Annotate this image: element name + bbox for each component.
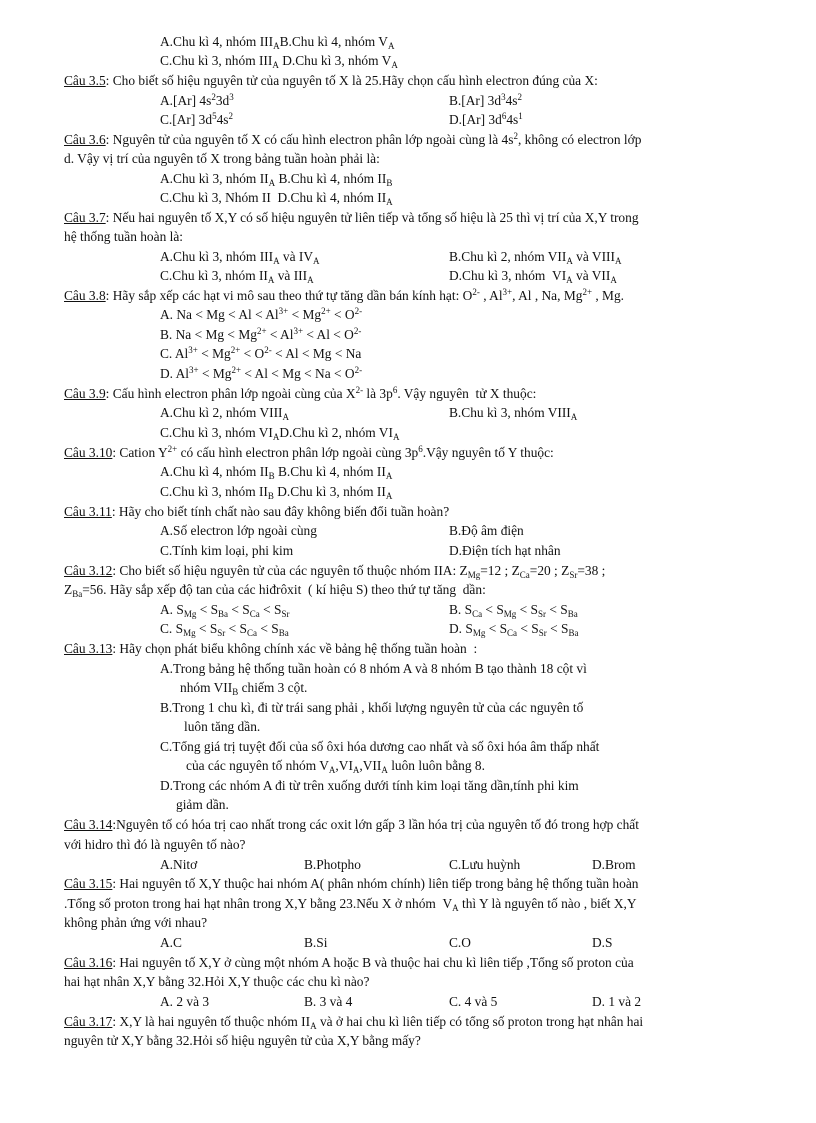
question-label: Câu 3.17 — [64, 1014, 113, 1029]
question-3-16 — [64, 953, 634, 973]
question-label: Câu 3.10 — [64, 445, 113, 460]
option-c: C.O — [449, 935, 471, 950]
option-d: D. $Al^{3+} < Mg^{2+} < Al < Mg < Na < O^{2-}$ — [160, 365, 363, 381]
question-label: Câu 3.11 — [64, 504, 112, 519]
question-3-11 — [64, 502, 449, 522]
option-b: B.Photpho — [304, 857, 361, 872]
option-b-cont: luôn tăng dần. — [184, 719, 261, 734]
option-d: D.Điện tích hạt nhân — [449, 543, 561, 558]
option-b: B.Chu kì 2, nhóm $VII_A$ và $VIII_A$ — [449, 249, 622, 266]
option-a: A. 2 và 3 — [160, 994, 210, 1009]
option-a: A.C — [160, 935, 182, 950]
option-d: D.Chu kì 3, nhóm $VI_A$ và $VII_A$ — [449, 268, 617, 285]
question-3-5 — [64, 71, 598, 91]
question-3-9 — [64, 384, 536, 404]
question-text-cont: không phản ứng với nhau? — [64, 915, 208, 930]
question-text: : Hãy cho biết tính chất nào sau đây không biến đổi tuần hoàn? — [111, 504, 450, 519]
question-3-15 — [64, 874, 638, 894]
question-label: Câu 3.6 — [64, 132, 106, 147]
option-row-2: C.Chu kì 3, nhóm $II_B$ D.Chu kì 3, nhóm $II_A$ — [160, 484, 393, 501]
question-text-cont: hệ thống tuần hoàn là: — [64, 229, 183, 244]
question-label: Câu 3.16 — [64, 955, 113, 970]
question-label: Câu 3.13 — [64, 641, 113, 656]
option-a-cont: nhóm $VII_B$ chiếm 3 cột. — [180, 680, 308, 697]
question-3-8 — [64, 286, 624, 306]
question-label: Câu 3.12 — [64, 563, 113, 578]
question-label: Câu 3.15 — [64, 876, 113, 891]
option-d: D.[Ar] $3d^64s^1$ — [449, 111, 523, 127]
option-d: D.Trong các nhóm A đi từ trên xuống dưới tính kim loại tăng dần,tính phi kim — [160, 778, 579, 793]
question-text: : Cho biết số hiệu nguyên tử của nguyên tố X là 25.Hãy chọn cấu hình electron đúng của X: — [105, 73, 598, 88]
option-d: D. 1 và 2 — [592, 994, 642, 1009]
question-label: Câu 3.9 — [64, 386, 106, 401]
question-text-cont: hai hạt nhân X,Y bằng 32.Hỏi X,Y thuộc các chu kì nào? — [64, 974, 370, 989]
question-text-cont: .Tổng số proton trong hai hạt nhân trong X,Y bằng 23.Nếu X ở nhóm $V_A$ thì Y là nguyên tố nào , biết X,Y — [64, 896, 637, 913]
option-a: A.Số electron lớp ngoài cùng — [160, 523, 317, 538]
option-a: A.[Ar] $4s^23d^3$ — [160, 92, 234, 108]
option-row-1: A.Chu kì 3, nhóm $II_A$ B.Chu kì 4, nhóm $II_B$ — [160, 171, 393, 188]
question-3-17 — [64, 1012, 643, 1032]
option-b: B.Si — [304, 935, 328, 950]
question-text: : Nếu hai nguyên tố X,Y có số hiệu nguyên tử liên tiếp và tổng số hiệu là 25 thì vị trí của X,Y trong — [105, 210, 639, 225]
option-d-cont: giảm dần. — [176, 797, 229, 812]
option-c: C.Chu kì 3, nhóm $II_A$ và $III_A$ — [160, 268, 314, 285]
question-3-7 — [64, 208, 639, 228]
option-b: B. $Na < Mg < Mg^{2+} < Al^{3+} < Al < O^{2-}$ — [160, 326, 362, 342]
question-text: : Cho biết số hiệu nguyên tử của các nguyên tố thuộc nhóm IIA: $Z_{Mg}=12$ ; $Z_{Ca}=20$ ; $Z_{Sr}=38$ ; — [112, 563, 606, 580]
option-d: D. $S_{Mg} < S_{Ca} < S_{Sr} < S_{Ba}$ — [449, 621, 579, 638]
q34-option-row-1: A.Chu kì 4, nhóm $III_AB.Chu$ kì 4, nhóm $V_A$ — [160, 34, 395, 51]
option-b: B.Trong 1 chu kì, đi từ trái sang phải , khối lượng nguyên tử của các nguyên tố — [160, 700, 584, 715]
question-label: Câu 3.5 — [64, 73, 106, 88]
option-row-1: A.Chu kì 4, nhóm $II_B$ B.Chu kì 4, nhóm $II_A$ — [160, 464, 393, 481]
option-a: A.Chu kì 3, nhóm $III_A$ và $IV_A$ — [160, 249, 320, 266]
question-text: :Nguyên tố có hóa trị cao nhất trong các oxit lớn gấp 3 lần hóa trị của nguyên tố đó trong hợp chất — [112, 817, 639, 832]
option-d: D.S — [592, 935, 613, 950]
q34-option-row-2: C.Chu kì 3, nhóm $III_A$ D.Chu kì 3, nhóm $V_A$ — [160, 53, 398, 70]
question-text: : Nguyên tử của nguyên tố X có cấu hình electron phân lớp ngoài cùng là $4s^2$, không có electron lớp — [105, 131, 642, 147]
option-c: C.Tổng giá trị tuyệt đối của số ôxi hóa dương cao nhất và số ôxi hóa âm thấp nhất — [160, 739, 600, 754]
option-b: B. $S_{Ca} < S_{Mg} < S_{Sr} < S_{Ba}$ — [449, 602, 578, 619]
question-text: : Hai nguyên tố X,Y ở cùng một nhóm A hoặc B và thuộc hai chu kì liên tiếp ,Tổng số proton của — [112, 955, 634, 970]
option-a: A. $S_{Mg} < S_{Ba} < S_{Ca} < S_{Sr}$ — [160, 602, 290, 619]
option-b: B.Chu kì 3, nhóm $VIII_A$ — [449, 405, 578, 422]
question-text-cont: d. Vậy vị trí của nguyên tố X trong bảng tuần hoàn phải là: — [64, 151, 380, 166]
question-text: : Cation $Y^{2+}$ có cấu hình electron phân lớp ngoài cùng $3p^6.Vậy$ nguyên tố Y thuộc: — [112, 444, 554, 460]
question-3-14 — [64, 815, 639, 835]
option-row-2: C.Chu kì 3, Nhóm II D.Chu kì 4, nhóm $II_A$ — [160, 190, 393, 207]
question-label: Câu 3.8 — [64, 288, 106, 303]
option-a: A.Trong bảng hệ thống tuần hoàn có 8 nhóm A và 8 nhóm B tạo thành 18 cột vì — [160, 661, 587, 676]
option-a: A.Nitơ — [160, 857, 198, 872]
question-text: : Hãy sắp xếp các hạt vi mô sau theo thứ tự tăng dần bán kính hạt: $O^{2-}$ , $Al^{3+}$, Al , Na, $Mg^{2+}$ , Mg. — [105, 287, 625, 303]
option-a: A.Chu kì 2, nhóm $VIII_A$ — [160, 405, 289, 422]
question-text-cont: $Z_{Ba}=56$. Hãy sắp xếp độ tan của các hiđrôxit ( kí hiệu S) theo thứ tự tăng dần: — [64, 582, 486, 599]
option-c: C.Tính kim loại, phi kim — [160, 543, 294, 558]
option-row-2: C.Chu kì 3, nhóm $VI_AD.Chu$ kì 2, nhóm $VI_A$ — [160, 425, 400, 442]
option-c: C.Lưu huỳnh — [449, 857, 521, 872]
question-text: : X,Y là hai nguyên tố thuộc nhóm $II_A$ và ở hai chu kì liên tiếp có tổng số proton trong hạt nhân hai — [112, 1014, 644, 1031]
option-b: B.[Ar] $3d^34s^2$ — [449, 92, 522, 108]
question-label: Câu 3.14 — [64, 817, 113, 832]
option-c-cont: của các nguyên tố nhóm $V_A,VI_A,VII_A$ luôn luôn bằng 8. — [186, 758, 485, 775]
question-text: : Cấu hình electron phân lớp ngoài cùng của $X^{2-}$ là $3p^6$. Vậy nguyên tử X thuộc: — [105, 385, 537, 401]
option-a: A. $Na < Mg < Al < Al^{3+} < Mg^{2+} < O^{2-}$ — [160, 306, 363, 322]
option-c: C.[Ar] $3d^54s^2$ — [160, 111, 233, 127]
option-b: B.Độ âm điện — [449, 523, 524, 538]
option-b: B. 3 và 4 — [304, 994, 353, 1009]
question-3-10 — [64, 443, 554, 463]
option-d: D.Brom — [592, 857, 636, 872]
question-label: Câu 3.7 — [64, 210, 106, 225]
question-3-6 — [64, 130, 641, 150]
option-c: C. $Al^{3+} < Mg^{2+} < O^{2-} < Al < Mg < Na$ — [160, 345, 362, 361]
question-3-13 — [64, 639, 477, 659]
question-3-12 — [64, 561, 605, 581]
option-c: C. 4 và 5 — [449, 994, 498, 1009]
question-text-cont: nguyên tử X,Y bằng 32.Hỏi số hiệu nguyên tử của X,Y bằng mấy? — [64, 1033, 421, 1048]
question-text: : Hai nguyên tố X,Y thuộc hai nhóm A( phân nhóm chính) liên tiếp trong bảng hệ thống tuần hoàn — [112, 876, 639, 891]
question-text: : Hãy chọn phát biểu không chính xác về bảng hệ thống tuần hoàn : — [112, 641, 478, 656]
question-text-cont: với hidro thì đó là nguyên tố nào? — [64, 837, 246, 852]
option-c: C. $S_{Mg} < S_{Sr} < S_{Ca} < S_{Ba}$ — [160, 621, 289, 638]
